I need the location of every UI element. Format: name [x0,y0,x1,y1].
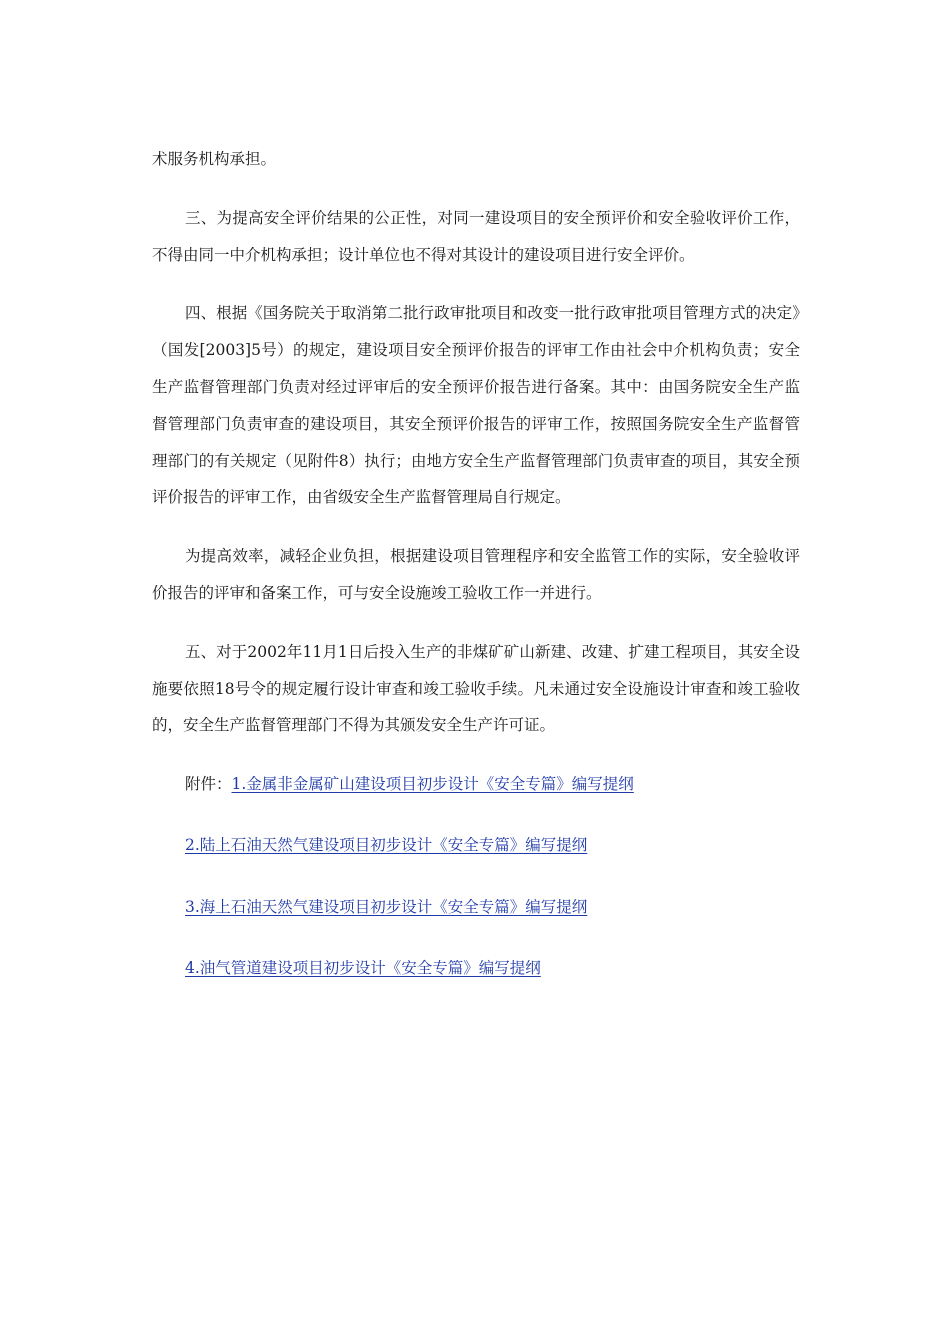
attachment-link-4[interactable]: 4.油气管道建设项目初步设计《安全专篇》编写提纲 [185,959,541,978]
attachments-prefix: 附件： [185,775,232,794]
attachment-line-4 [152,950,800,987]
paragraph-section-4: 四、根据《国务院关于取消第二批行政审批项目和改变一批行政审批项目管理方式的决定》（国发[2003]5号）的规定，建设项目安全预评价报告的评审工作由社会中介机构负责；安全生产监督管理部门负责对经过评审后的安全预评价报告进行备案。其中：由国务院安全生产监督管理部门负责审查的建设项目，其安全预评价报告的评审工作，按照国务院安全生产监督管理部门的有关规定（见附件8）执行；由地方安全生产监督管理部门负责审查的项目，其安全预评价报告的评审工作，由省级安全生产监督管理局自行规定。 [152,304,800,507]
document-body [152,141,800,987]
paragraph-section-4-efficiency: 为提高效率，减轻企业负担，根据建设项目管理程序和安全监管工作的实际，安全验收评价报告的评审和备案工作，可与安全设施竣工验收工作一并进行。 [152,547,800,602]
attachment-link-2[interactable]: 2.陆上石油天然气建设项目初步设计《安全专篇》编写提纲 [185,836,588,855]
paragraph-continuation: 术服务机构承担。 [152,150,277,168]
attachment-line-2 [152,827,800,864]
paragraph-section-3: 三、为提高安全评价结果的公正性，对同一建设项目的安全预评价和安全验收评价工作，不得由同一中介机构承担；设计单位也不得对其设计的建设项目进行安全评价。 [152,208,800,264]
attachment-link-3[interactable]: 3.海上石油天然气建设项目初步设计《安全专篇》编写提纲 [185,897,588,916]
attachment-link-1[interactable]: 1.金属非金属矿山建设项目初步设计《安全专篇》编写提纲 [231,775,634,794]
attachment-line-1 [152,766,800,803]
paragraph-section-5: 五、对于2002年11月1日后投入生产的非煤矿矿山新建、改建、扩建工程项目，其安全设施要依照18号令的规定履行设计审查和竣工验收手续。凡未通过安全设施设计审查和竣工验收的，安全生产监督管理部门不得为其颁发安全生产许可证。 [152,642,800,735]
attachment-line-3 [152,889,800,926]
